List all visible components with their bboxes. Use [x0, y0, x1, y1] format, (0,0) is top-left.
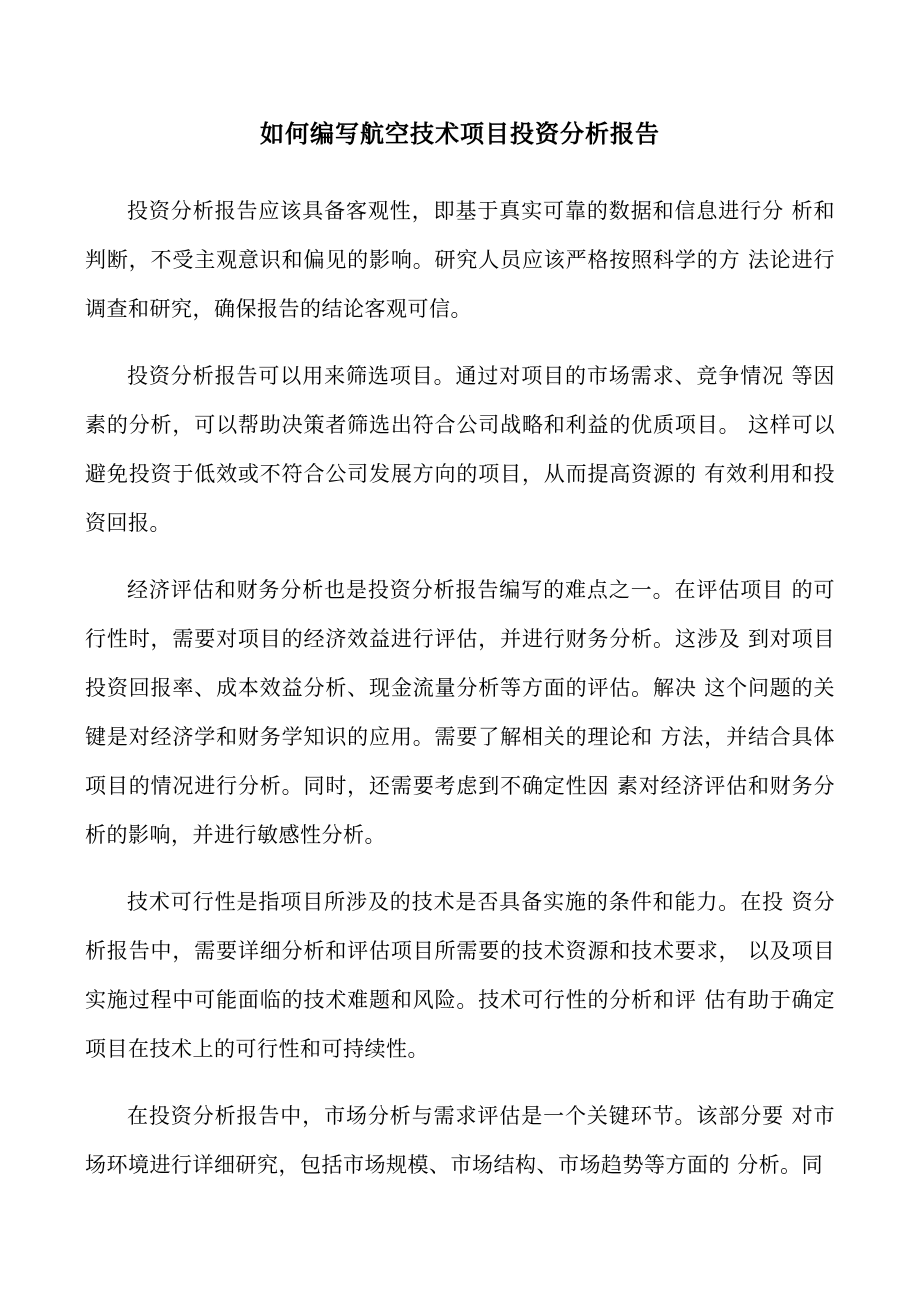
document-title: 如何编写航空技术项目投资分析报告: [260, 119, 660, 148]
document-body: [85, 187, 835, 1190]
paragraph: 投资分析报告应该具备客观性，即基于真实可靠的数据和信息进行分 析和判断，不受主观意识和偏见的影响。研究人员应该严格按照科学的方 法论进行调查和研究，确保报告的结论客观可信。: [85, 199, 835, 322]
paragraph: 在投资分析报告中，市场分析与需求评估是一个关键环节。该部分要 对市场环境进行详细研究，包括市场规模、市场结构、市场趋势等方面的 分析。同: [85, 1104, 835, 1178]
paragraph: 经济评估和财务分析也是投资分析报告编写的难点之一。在评估项目 的可行性时，需要对项目的经济效益进行评估，并进行财务分析。这涉及 到对项目投资回报率、成本效益分析、现金流量分析等方面的评估。解决 这个问题的关键是对经济学和财务学知识的应用。需要了解相关的理论和 方法，并结合具体项目的情况进行分析。同时，还需要考虑到不确定性因 素对经济评估和财务分析的影响，并进行敏感性分析。: [85, 578, 835, 848]
paragraph: 技术可行性是指项目所涉及的技术是否具备实施的条件和能力。在投 资分析报告中，需要详细分析和评估项目所需要的技术资源和技术要求， 以及项目实施过程中可能面临的技术难题和风险。技术可行性的分析和评 估有助于确定项目在技术上的可行性和可持续性。: [85, 890, 835, 1062]
paragraph: 投资分析报告可以用来筛选项目。通过对项目的市场需求、竞争情况 等因素的分析，可以帮助决策者筛选出符合公司战略和利益的优质项目。 这样可以避免投资于低效或不符合公司发展方向的项目，从而提高资源的 有效利用和投资回报。: [85, 364, 835, 536]
